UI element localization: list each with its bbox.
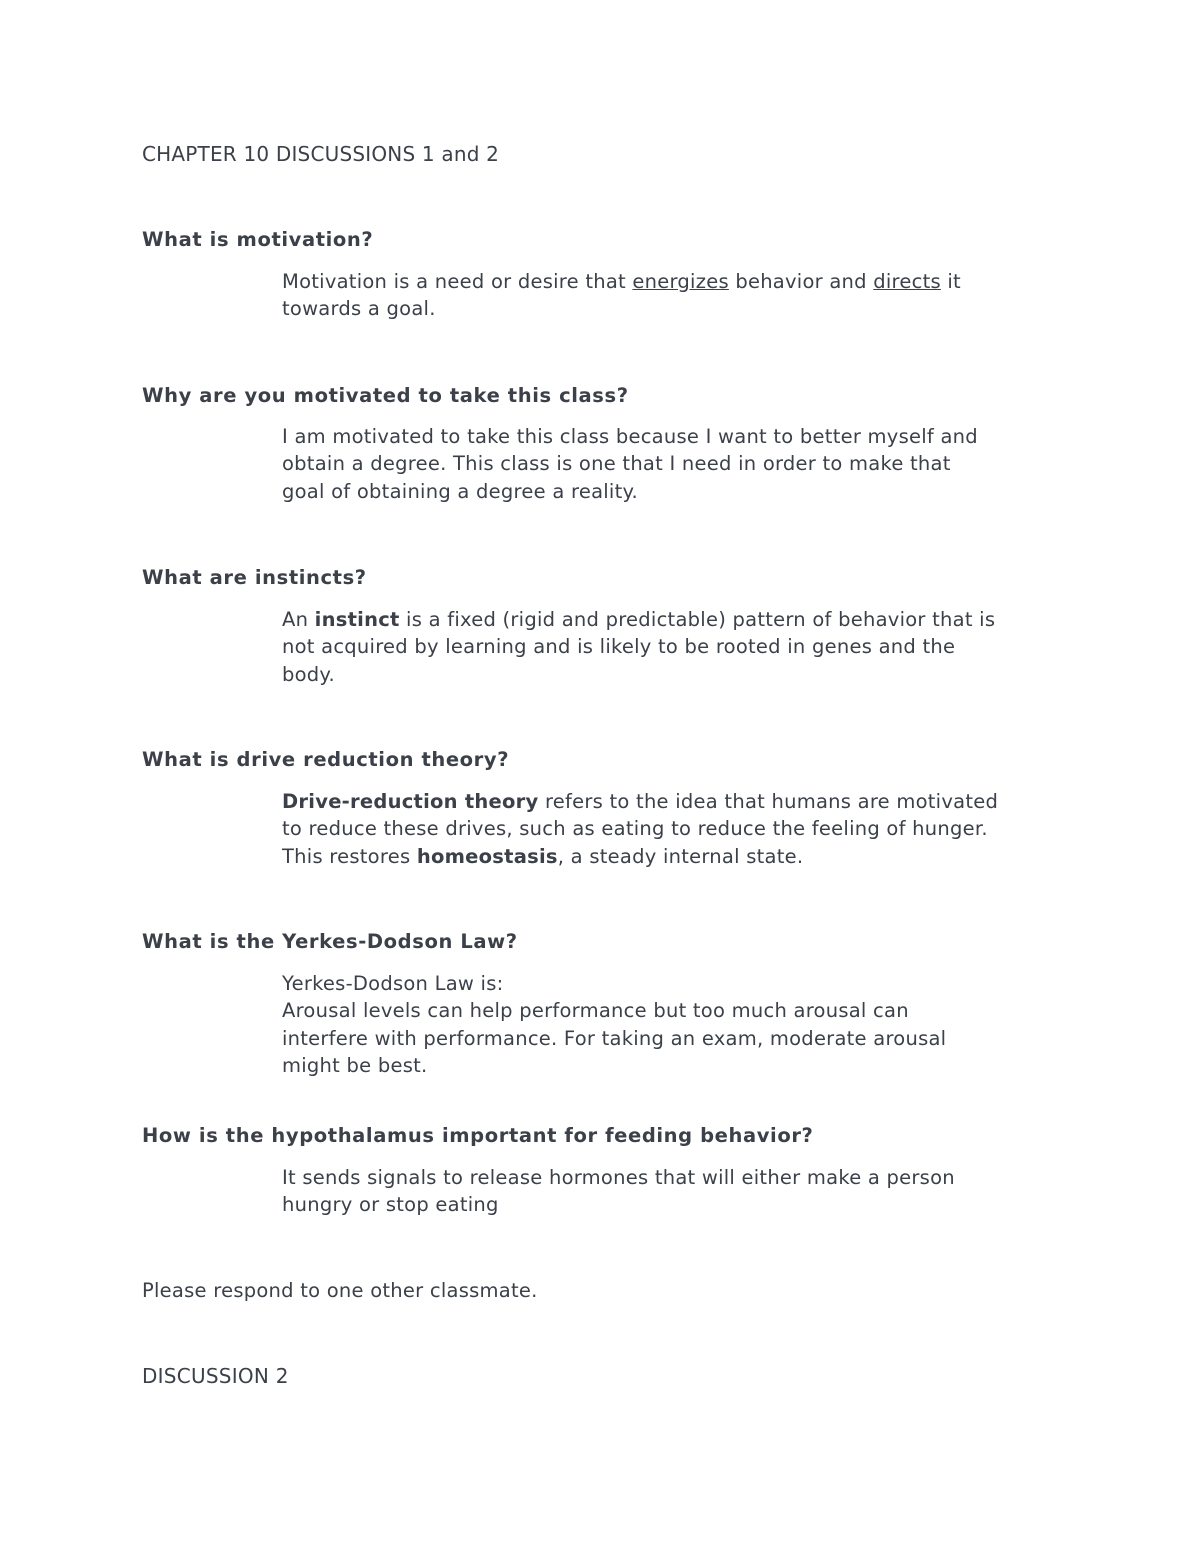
answer-line: goal of obtaining a degree a reality. (282, 479, 638, 503)
answer-line: interfere with performance. For taking an exam, moderate arousal (282, 1026, 947, 1050)
answer-text: , a steady internal state. (557, 844, 804, 868)
answer-line: not acquired by learning and is likely to be rooted in genes and the (282, 635, 956, 659)
answer-line: Yerkes-Dodson Law is: (282, 972, 504, 995)
answer-line: hungry or stop eating (282, 1193, 499, 1217)
answer-line: It sends signals to release hormones that will either make a person (282, 1166, 955, 1189)
question-class-motivation: Why are you motivated to take this class? (142, 384, 629, 407)
question-hypothalamus: How is the hypothalamus important for feeding behavior? (142, 1124, 814, 1147)
answer-yerkes-dodson (282, 970, 1082, 1080)
bold-term: Drive-reduction theory (282, 790, 539, 813)
answer-text: An (282, 608, 315, 631)
answer-text: is a fixed (rigid and predictable) pattern of behavior that is (399, 608, 996, 631)
question-yerkes-dodson: What is the Yerkes-Dodson Law? (142, 930, 518, 953)
answer-line (282, 788, 1082, 815)
bold-term: instinct (314, 608, 400, 631)
question-drive-reduction: What is drive reduction theory? (142, 748, 510, 771)
answer-text: it (940, 270, 961, 293)
question-motivation: What is motivation? (142, 228, 374, 251)
answer-line: to reduce these drives, such as eating to reduce the feeling of hunger. (282, 817, 988, 841)
closing-instruction: Please respond to one other classmate. (142, 1279, 538, 1302)
answer-line (282, 843, 1082, 870)
answer-drive-reduction (282, 788, 1082, 870)
answer-text: refers to the idea that humans are motivated (538, 790, 999, 813)
bold-term: homeostasis (416, 844, 558, 868)
answer-line: body. (282, 662, 335, 686)
answer-text: This restores (282, 844, 417, 868)
question-instincts: What are instincts? (142, 566, 367, 589)
answer-text: Motivation is a need or desire that (282, 270, 633, 293)
answer-line (282, 606, 1082, 633)
document-title: CHAPTER 10 DISCUSSIONS 1 and 2 (142, 142, 500, 166)
answer-hypothalamus (282, 1164, 1082, 1219)
underlined-term: energizes (632, 270, 729, 293)
section-title-discussion-2: DISCUSSION 2 (142, 1364, 289, 1388)
underlined-term: directs (873, 270, 941, 293)
answer-line: obtain a degree. This class is one that I need in order to make that (282, 452, 951, 476)
answer-motivation (282, 268, 1082, 323)
answer-class-motivation (282, 423, 1082, 505)
answer-line: I am motivated to take this class because I want to better myself and (282, 425, 978, 448)
answer-line (282, 268, 1082, 295)
answer-text: behavior and (728, 270, 874, 293)
answer-line: Arousal levels can help performance but too much arousal can (282, 999, 909, 1023)
answer-line: towards a goal. (282, 297, 436, 321)
answer-line: might be best. (282, 1054, 428, 1078)
answer-instincts (282, 606, 1082, 688)
